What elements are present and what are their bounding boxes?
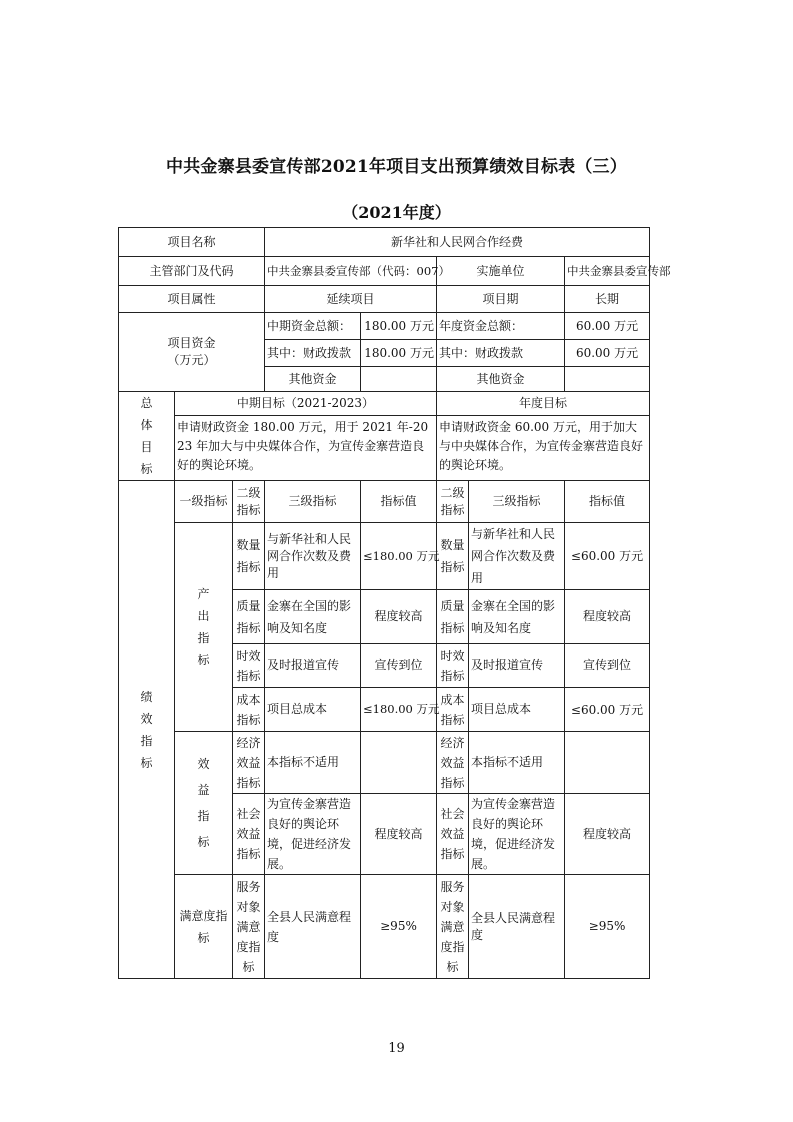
indicator-lvl3-mid: 与新华社和人民网合作次数及费用 xyxy=(265,523,361,590)
year-total-label: 年度资金总额： xyxy=(437,313,565,340)
year-goal-text: 申请财政资金 60.00 万元，用于加大与中央媒体合作，为宣传金寨营造良好的舆论环境。 xyxy=(437,416,650,481)
row-attr xyxy=(119,286,650,313)
indicator-lvl3-year: 及时报道宣传 xyxy=(469,644,565,688)
mid-goal-text: 申请财政资金 180.00 万元，用于 2021 年-2023 年加大与中央媒体合作，为宣传金寨营造良好的舆论环境。 xyxy=(175,416,437,481)
impl-unit-value: 中共金寨县委宣传部 xyxy=(565,257,650,286)
lvl3-head-year: 三级指标 xyxy=(469,481,565,523)
perf-text: 绩效指标 xyxy=(140,689,153,770)
year-other-value xyxy=(565,367,650,392)
indicator-lvl3-year: 与新华社和人民网合作次数及费用 xyxy=(469,523,565,590)
output-label xyxy=(175,523,233,732)
document-title: 中共金寨县委宣传部2021年项目支出预算绩效目标表（三） xyxy=(166,157,627,177)
funds-label xyxy=(119,313,265,392)
row-goal-text xyxy=(119,416,650,481)
indicator-value-mid: ≥95% xyxy=(361,875,437,979)
indicator-value-year: 程度较高 xyxy=(565,590,650,644)
lvl1-head: 一级指标 xyxy=(175,481,233,523)
indicator-row xyxy=(119,523,650,590)
indicator-lvl3-year: 全县人民满意程度 xyxy=(469,875,565,979)
benefit-label xyxy=(175,732,233,875)
perf-label xyxy=(119,481,175,979)
indicator-lvl3-mid: 全县人民满意程度 xyxy=(265,875,361,979)
benefit-text: 效益指标 xyxy=(197,757,210,849)
indicator-lvl2-mid: 成本指标 xyxy=(233,688,265,732)
row-goal-heads xyxy=(119,392,650,416)
indicator-value-mid: ≤180.00 万元 xyxy=(361,523,437,590)
period-value: 长期 xyxy=(565,286,650,313)
period-label: 项目期 xyxy=(437,286,565,313)
indicator-value-mid: 程度较高 xyxy=(361,590,437,644)
mid-other-value xyxy=(361,367,437,392)
impl-unit-label: 实施单位 xyxy=(437,257,565,286)
year-goal-head: 年度目标 xyxy=(437,392,650,416)
indicator-lvl3-mid: 本指标不适用 xyxy=(265,732,361,794)
indicator-lvl2-year: 数量指标 xyxy=(437,523,469,590)
year-other-label: 其他资金 xyxy=(437,367,565,392)
indicator-lvl2-year: 服务对象满意度指标 xyxy=(437,875,469,979)
indicator-lvl2-year: 经济效益指标 xyxy=(437,732,469,794)
mid-total-label: 中期资金总额： xyxy=(265,313,361,340)
indicator-lvl3-year: 金寨在全国的影响及知名度 xyxy=(469,590,565,644)
funds-label-line1: 项目资金 xyxy=(167,336,216,350)
mid-other-label: 其他资金 xyxy=(265,367,361,392)
year-total-value: 60.00 万元 xyxy=(565,313,650,340)
row-funds-total xyxy=(119,313,650,340)
indicator-row xyxy=(119,732,650,794)
row-dept xyxy=(119,257,650,286)
mid-fiscal-label: 其中：财政拨款 xyxy=(265,340,361,367)
indicator-lvl2-year: 时效指标 xyxy=(437,644,469,688)
indicator-lvl3-year: 项目总成本 xyxy=(469,688,565,732)
indicator-lvl2-mid: 服务对象满意度指标 xyxy=(233,875,265,979)
row-indicator-head xyxy=(119,481,650,523)
overall-goal-text: 总体目标 xyxy=(140,396,153,476)
indicator-lvl3-mid: 项目总成本 xyxy=(265,688,361,732)
indicator-value-mid: 程度较高 xyxy=(361,794,437,875)
document-year: （2021年度） xyxy=(342,203,451,222)
indicator-lvl3-year: 为宣传金寨营造良好的舆论环境，促进经济发展。 xyxy=(469,794,565,875)
indicator-lvl3-mid: 为宣传金寨营造良好的舆论环境，促进经济发展。 xyxy=(265,794,361,875)
output-text: 产出指标 xyxy=(197,587,210,667)
mid-goal-head: 中期目标（2021-2023） xyxy=(175,392,437,416)
indicator-value-mid: ≤180.00 万元 xyxy=(361,688,437,732)
mid-total-value: 180.00 万元 xyxy=(361,313,437,340)
indicator-lvl2-year: 质量指标 xyxy=(437,590,469,644)
year-fiscal-label: 其中：财政拨款 xyxy=(437,340,565,367)
indicator-lvl2-mid: 数量指标 xyxy=(233,523,265,590)
indicator-value-mid xyxy=(361,732,437,794)
indicator-value-year: 程度较高 xyxy=(565,794,650,875)
indicator-lvl2-mid: 时效指标 xyxy=(233,644,265,688)
indicator-lvl2-year: 社会效益指标 xyxy=(437,794,469,875)
value-head-year: 指标值 xyxy=(565,481,650,523)
mid-fiscal-value: 180.00 万元 xyxy=(361,340,437,367)
indicator-value-year: ≥95% xyxy=(565,875,650,979)
indicator-lvl3-year: 本指标不适用 xyxy=(469,732,565,794)
indicator-value-year xyxy=(565,732,650,794)
indicator-row xyxy=(119,875,650,979)
indicator-lvl2-mid: 质量指标 xyxy=(233,590,265,644)
lvl2-head-year: 二级指标 xyxy=(437,481,469,523)
indicator-lvl3-mid: 金寨在全国的影响及知名度 xyxy=(265,590,361,644)
project-name-value: 新华社和人民网合作经费 xyxy=(265,228,650,257)
attr-label: 项目属性 xyxy=(119,286,265,313)
indicator-lvl2-year: 成本指标 xyxy=(437,688,469,732)
value-head-mid: 指标值 xyxy=(361,481,437,523)
indicator-value-year: 宣传到位 xyxy=(565,644,650,688)
indicator-lvl2-mid: 经济效益指标 xyxy=(233,732,265,794)
attr-value: 延续项目 xyxy=(265,286,437,313)
dept-label: 主管部门及代码 xyxy=(119,257,265,286)
lvl3-head-mid: 三级指标 xyxy=(265,481,361,523)
dept-value: 中共金寨县委宣传部（代码：007） xyxy=(265,257,437,286)
project-name-label: 项目名称 xyxy=(119,228,265,257)
indicator-value-year: ≤60.00 万元 xyxy=(565,688,650,732)
budget-performance-table xyxy=(118,227,671,979)
lvl2-head-mid: 二级指标 xyxy=(233,481,265,523)
overall-goal-label xyxy=(119,392,175,481)
indicator-lvl3-mid: 及时报道宣传 xyxy=(265,644,361,688)
indicator-lvl2-mid: 社会效益指标 xyxy=(233,794,265,875)
funds-label-line2: （万元） xyxy=(167,353,216,367)
year-fiscal-value: 60.00 万元 xyxy=(565,340,650,367)
satisfaction-label: 满意度指标 xyxy=(175,875,233,979)
page-number: 19 xyxy=(388,1041,405,1056)
indicator-value-year: ≤60.00 万元 xyxy=(565,523,650,590)
row-project-name xyxy=(119,228,650,257)
indicator-value-mid: 宣传到位 xyxy=(361,644,437,688)
